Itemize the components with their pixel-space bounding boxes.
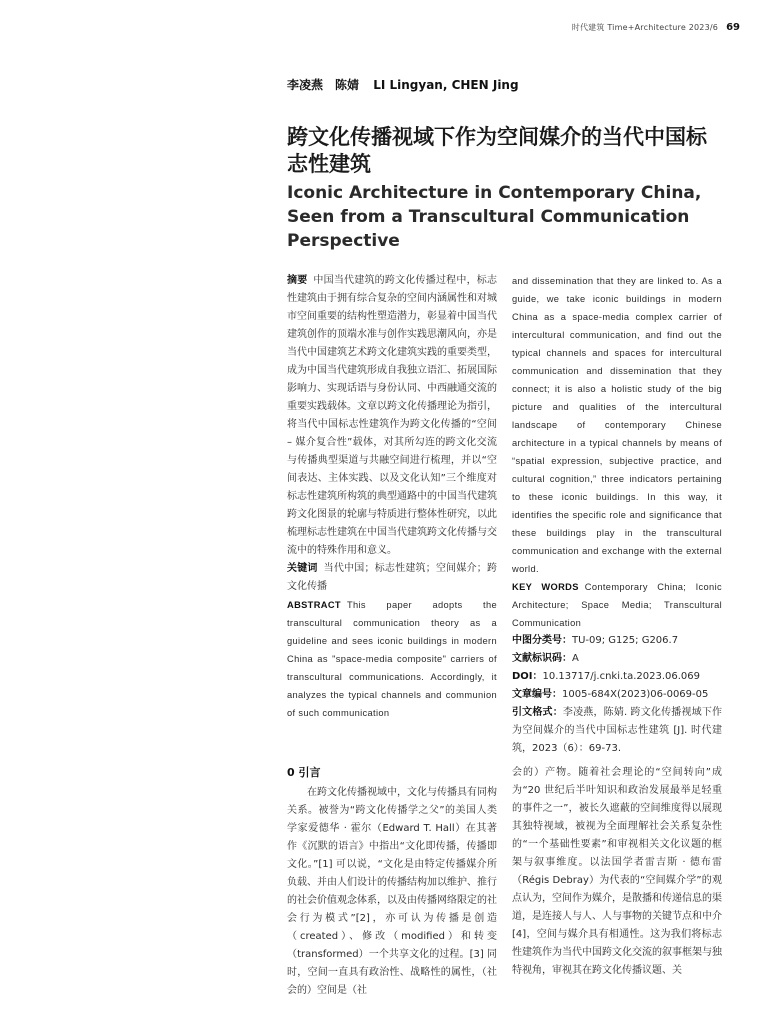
author-line	[287, 76, 529, 93]
body-column-left	[287, 764, 497, 1000]
keywords-en-text: Contemporary China; Iconic Architecture; Space Media; Transcultural Communication	[512, 582, 722, 628]
authors-cn: 李凌燕 陈婧	[287, 78, 360, 92]
clc-value: TU-09; G125; G206.7	[572, 635, 679, 646]
journal-name: 时代建筑 Time+Architecture 2023/6	[571, 23, 719, 32]
body-paragraph-continued: 会的）产物。随着社会理论的“空间转向”成为“20 世纪后半叶知识和政治发展最举足轻重的事件之一”，被长久遮蔽的空间维度得以展现其独特视域，被视为全面理解社会关系复杂性的“一个基础性要素”和审视相关文化议题的框架与叙事维度。以法国学者雷吉斯 · 德布雷（Régis Debray）为代表的“空间媒介学”的观点认为，空间作为媒介，是散播和传递信息的渠道，是连接人与人、人与事物的关键节点和中介 [4]，空间与媒介具有相通性。这为我们将标志性建筑作为当代中国跨文化交流的叙事框架与独特视角，审视其在跨文化传播议题、关	[512, 767, 722, 976]
keywords-cn-label: 关键词	[287, 563, 318, 574]
keywords-en	[512, 578, 722, 632]
running-head	[560, 22, 740, 40]
doi-value: 10.13717/j.cnki.ta.2023.06.069	[542, 671, 701, 682]
clc-number	[512, 632, 722, 650]
clc-label: 中图分类号：	[512, 635, 572, 646]
citation-value: 李凌燕，陈婧. 跨文化传播视域下作为空间媒介的当代中国标志性建筑 [J]. 时代建筑，2023（6）：69-73.	[512, 707, 723, 754]
document-code	[512, 650, 722, 668]
keywords-en-label: KEY WORDS	[512, 582, 579, 592]
abstract-en-text-a: This paper adopts the transcultural communication theory as a guideline and sees iconic buildings in modern China as "space-media composite" carriers of transcultural communications. Accordingly, it analyzes the typical channels and communion of such communication	[287, 600, 497, 718]
article-number-label: 文章编号：	[512, 689, 562, 700]
keywords-cn	[287, 560, 497, 596]
abstract-en-label: ABSTRACT	[287, 600, 341, 610]
title-en: Iconic Architecture in Contemporary China, Seen from a Transcultural Communication Perspective	[287, 183, 702, 251]
page-number: 69	[726, 22, 740, 33]
document-code-label: 文献标识码：	[512, 653, 572, 664]
body-column-right	[512, 764, 722, 980]
citation-label: 引文格式：	[512, 707, 563, 718]
abstract-en-part-b: and dissemination that they are linked to. As a guide, we take iconic buildings in modern China as a space-media complex carrier of intercultural communication, and find out the typical channels and spaces for intercultural communication and dissemination that they connect; it is also a holistic study of the big picture and qualities of the intercultural landscape of contemporary Chinese architecture in a typical channels by means of “spatial expression, subjective practice, and cultural cognition,” three indicators pertaining to these iconic buildings. In this way, it identifies the specific role and significance that these buildings play in the transcultural communication and exchange with the external world.	[512, 276, 722, 574]
article-number	[512, 686, 722, 704]
authors-en: LI Lingyan, CHEN Jing	[373, 78, 519, 92]
document-code-value: A	[572, 653, 579, 664]
abstract-column-left	[287, 272, 497, 722]
body-paragraph: 在跨文化传播视域中，文化与传播具有同构关系。被誉为“跨文化传播学之父”的美国人类学家爱德华 · 霍尔（Edward T. Hall）在其著作《沉默的语言》中指出“文化即传播，传播即文化。”[1] 可以说，“文化是由特定传播媒介所负载、并由人们设计的传播结构加以维护、推行的社会价值观念体系，以及由传播网络限定的社会行为模式”[2]，亦可认为传播是创造（created）、修改（modified）和转变（transformed）一个共享文化的过程。[3] 同时，空间一直具有政治性、战略性的属性，（社会的）空间是（社	[287, 787, 497, 996]
abstract-en-part-a	[287, 596, 497, 722]
citation-format	[512, 704, 722, 758]
abstract-cn	[287, 272, 497, 560]
abstract-cn-label: 摘要	[287, 275, 308, 286]
doi-label: DOI：	[512, 671, 543, 682]
article-number-value: 1005-684X(2023)06-0069-05	[562, 689, 709, 700]
section-heading: 0 引言	[287, 766, 321, 779]
abstract-column-right	[512, 272, 722, 758]
title-cn: 跨文化传播视域下作为空间媒介的当代中国标志性建筑	[287, 125, 707, 176]
abstract-cn-text: 中国当代建筑的跨文化传播过程中，标志性建筑由于拥有综合复杂的空间内涵属性和对城市空间重要的结构性塑造潜力，彰显着中国当代建筑创作的顶端水准与创作实践思潮风向，亦是当代中国建筑艺术跨文化建筑实践的重要类型，成为中国当代建筑形成自我独立语汇、拓展国际影响力、实现话语与身份认同、中西融通交流的重要实践载体。文章以跨文化传播理论为指引，将当代中国标志性建筑作为跨文化传播的“空间 – 媒介复合性”载体，对其所勾连的跨文化交流与传播典型渠道与共融空间进行梳理，并以“空间表达、主体实践、以及文化认知”三个维度对标志性建筑所构筑的典型通路中的中国当代建筑跨文化图景的轮廓与特质进行整体性研究，以此梳理标志性建筑在中国当代建筑跨文化传播与交流中的特殊作用和意义。	[287, 275, 498, 556]
doi	[512, 668, 722, 686]
keywords-cn-text: 当代中国；标志性建筑；空间媒介；跨文化传播	[287, 563, 498, 592]
